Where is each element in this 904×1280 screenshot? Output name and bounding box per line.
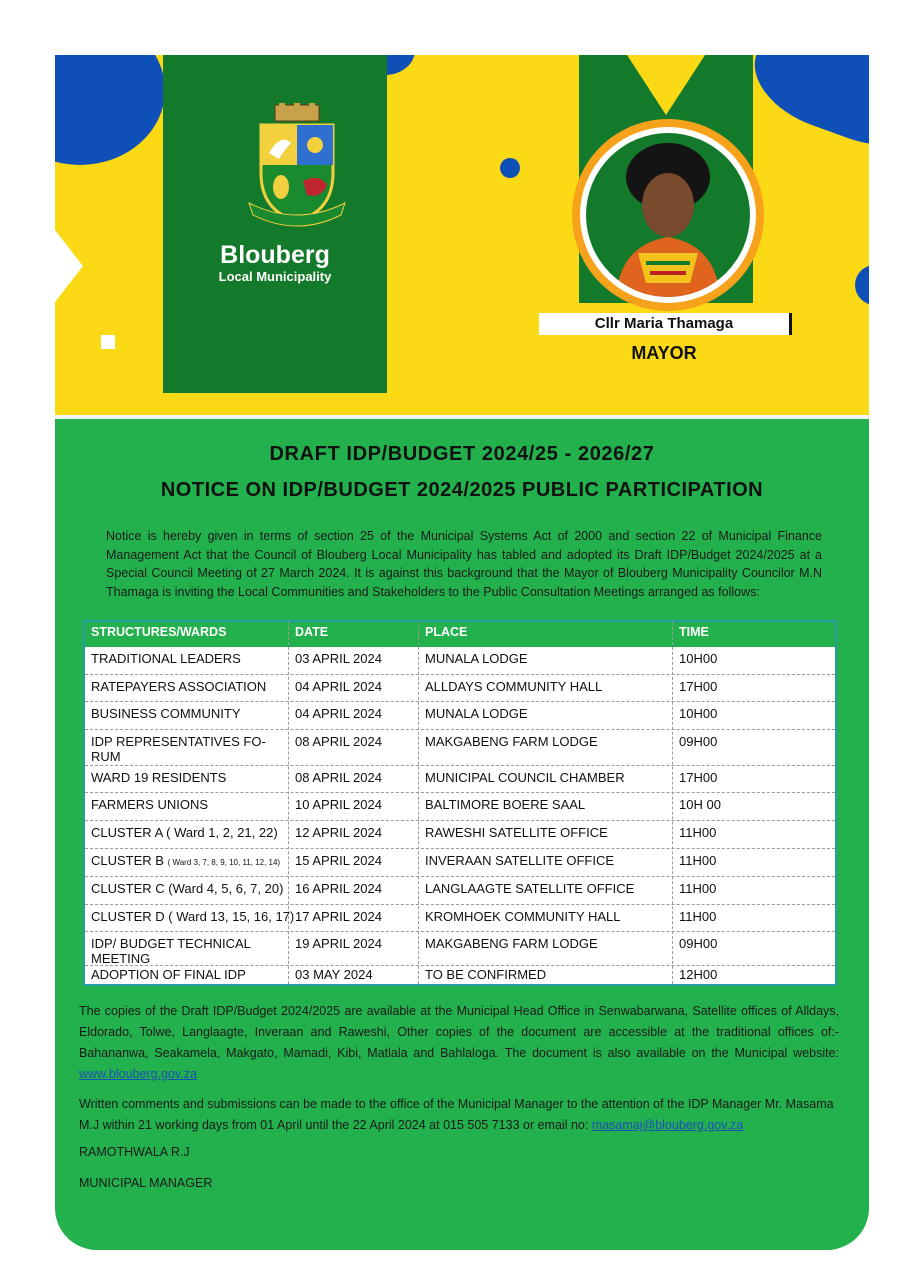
logo-name: Blouberg xyxy=(220,241,330,269)
header-time: TIME xyxy=(679,625,709,639)
email-link[interactable]: masamaj@blouberg.gov.za xyxy=(591,1118,744,1132)
logo-subtitle: Local Municipality xyxy=(218,269,332,284)
table-row: CLUSTER A ( Ward 1, 2, 21, 22) 12 APRIL 2024 RAWESHI SATELLITE OFFICE 11H00 xyxy=(85,821,835,849)
comments-paragraph: Written comments and submissions can be made to the office of the Municipal Manager to the attention of the IDP Manager Mr. Masama M.J within 21 working days from 01 April until the 22 April 2024 at 015 505 7133 or email no: masamaj@blouberg.gov.za xyxy=(79,1097,834,1132)
white-triangle xyxy=(55,230,83,302)
page-title: DRAFT IDP/BUDGET 2024/25 - 2026/27 xyxy=(269,443,655,465)
signatory-name: RAMOTHWALA R.J xyxy=(79,1145,190,1159)
blue-dot xyxy=(500,158,520,178)
table-row: WARD 19 RESIDENTS 08 APRIL 2024 MUNICIPAL COUNCIL CHAMBER 17H00 xyxy=(85,766,835,793)
blue-shape xyxy=(55,55,165,165)
municipal-crest-icon xyxy=(241,103,353,233)
logo-panel xyxy=(163,55,387,393)
blue-shape xyxy=(740,55,869,164)
header-place: PLACE xyxy=(425,625,468,639)
table-row: CLUSTER B ( Ward 3, 7, 8, 9, 10, 11, 12, 14) 15 APRIL 2024 INVERAAN SATELLITE OFFICE 11H00 xyxy=(85,849,835,877)
intro-paragraph: Notice is hereby given in terms of section 25 of the Municipal Systems Act of 2000 and section 22 of Municipal Finance Management Act that the Council of Blouberg Local Municipality has tabled and adopted its Draft IDP/Budget 2024/2025 at a Special Council Meeting of 27 March 2024. It is against this background that the Mayor of Blouberg Municipality Councilor M.N Thamaga is inviting the Local Communities and Stakeholders to the Public Consultation Meetings arranged as follows: xyxy=(106,529,822,599)
mayor-portrait-icon xyxy=(586,133,750,297)
table-row: CLUSTER C (Ward 4, 5, 6, 7, 20) 16 APRIL 2024 LANGLAAGTE SATELLITE OFFICE 11H00 xyxy=(85,877,835,905)
signatory-title: MUNICIPAL MANAGER xyxy=(79,1176,213,1190)
header-date: DATE xyxy=(295,625,329,639)
mayor-title: MAYOR xyxy=(631,343,697,363)
table-row: BUSINESS COMMUNITY 04 APRIL 2024 MUNALA LODGE 10H00 xyxy=(85,702,835,730)
table-row: ADOPTION OF FINAL IDP 03 MAY 2024 TO BE CONFIRMED 12H00 xyxy=(91,967,718,982)
mayor-photo-frame xyxy=(572,119,764,311)
availability-paragraph: The copies of the Draft IDP/Budget 2024/2025 are available at the Municipal Head Office in Senwabarwana, Satellite offices of Alldays, Eldorado, Tolwe, Langlaagte, Inveraan and Raweshi, Other copies of the document are accessible at the traditional offices of:- Bahananwa, Seakamela, Makgato, Mamadi, Kibi, Matlala and Bahlaloga. The document is also available on the Municipal website: www.blouberg.gov.za xyxy=(79,1004,839,1081)
divider xyxy=(55,415,869,419)
table-row: RATEPAYERS ASSOCIATION 04 APRIL 2024 ALLDAYS COMMUNITY HALL 17H00 xyxy=(85,675,835,702)
table-header xyxy=(85,622,835,647)
table-row: IDP/ BUDGET TECHNICAL MEETING 19 APRIL 2024 MAKGABENG FARM LODGE 09H00 xyxy=(85,932,835,966)
table-row: IDP REPRESENTATIVES FO-RUM 08 APRIL 2024 MAKGABENG FARM LODGE 09H00 xyxy=(85,730,835,766)
schedule-table xyxy=(83,620,837,986)
mayor-name: Cllr Maria Thamaga xyxy=(539,313,792,335)
notice-title: NOTICE ON IDP/BUDGET 2024/2025 PUBLIC PARTICIPATION xyxy=(160,479,764,501)
white-square xyxy=(101,335,115,349)
header-structures: STRUCTURES/WARDS xyxy=(91,625,227,639)
table-row: CLUSTER D ( Ward 13, 15, 16, 17) 17 APRIL 2024 KROMHOEK COMMUNITY HALL 11H00 xyxy=(85,905,835,932)
poster xyxy=(55,55,869,1250)
website-link[interactable]: www.blouberg.gov.za xyxy=(79,1067,197,1081)
header-banner xyxy=(55,55,869,417)
table-row: TRADITIONAL LEADERS 03 APRIL 2024 MUNALA LODGE 10H00 xyxy=(85,647,835,675)
table-row: FARMERS UNIONS 10 APRIL 2024 BALTIMORE BOERE SAAL 10H 00 xyxy=(85,793,835,821)
blue-dot xyxy=(855,265,869,305)
